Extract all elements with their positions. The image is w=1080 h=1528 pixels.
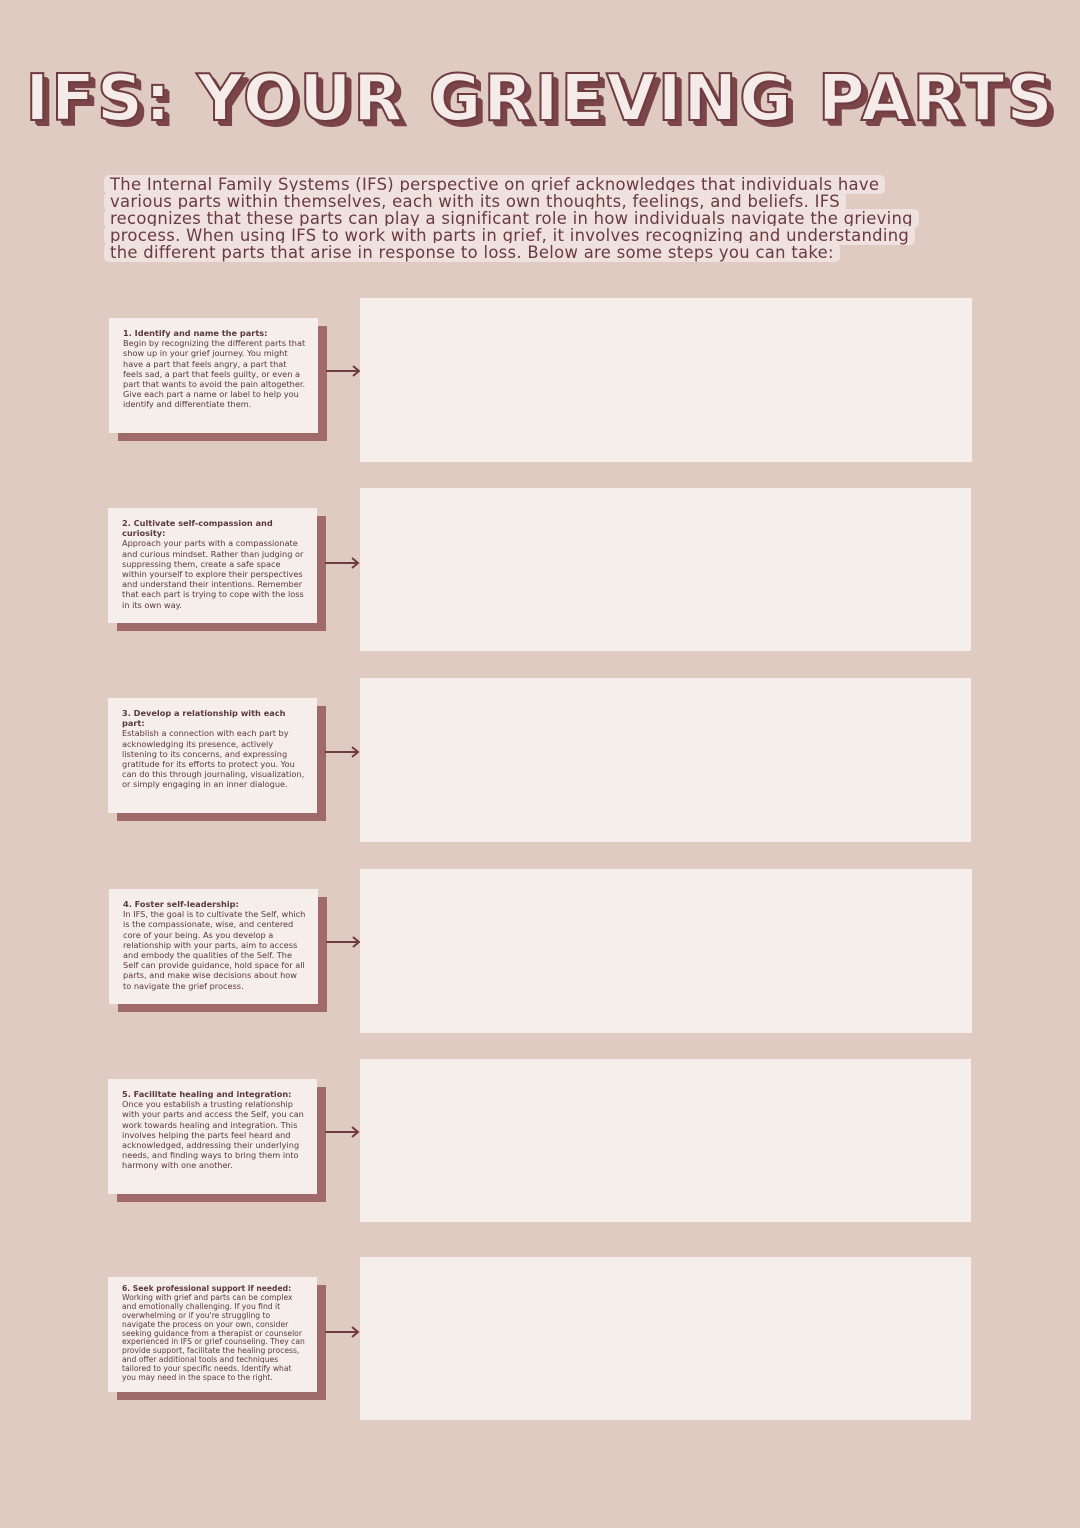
step-card <box>109 889 318 1004</box>
step-body: In IFS, the goal is to cultivate the Self, which is the compassionate, wise, and centered core of your being. As you develop a relationship with your parts, aim to access and embody the qualities of the Self. The Self can provide guidance, hold space for all parts, and make wise decisions about how to navigate the grief process. <box>123 909 306 991</box>
step-heading: 5. Facilitate healing and integration: <box>122 1089 292 1099</box>
arrow-right-icon <box>325 1326 361 1338</box>
arrow-right-icon <box>325 746 361 758</box>
arrow-right-icon <box>325 1126 361 1138</box>
arrow-right-icon <box>325 557 361 569</box>
answer-box[interactable] <box>360 678 971 842</box>
step-body: Begin by recognizing the different parts that show up in your grief journey. You might have a part that feels angry, a part that feels sad, a part that feels guilty, or even a part that wants to avoid the pain altogether. Give each part a name or label to help you identify and differentiate them. <box>123 338 306 410</box>
answer-box[interactable] <box>360 298 972 462</box>
arrow-right-icon <box>326 365 362 377</box>
step-heading: 6. Seek professional support if needed: <box>122 1284 292 1293</box>
step-heading: 4. Foster self-leadership: <box>123 899 239 909</box>
step-heading: 1. Identify and name the parts: <box>123 328 268 338</box>
step-body: Working with grief and parts can be complex and emotionally challenging. If you find it overwhelming or if you're struggling to navigate the process on your own, consider seeking guidance from a therapist or counselor experienced in IFS or grief counseling. They can provide support, facilitate the healing process, and offer additional tools and techniques tailored to your specific needs. Identify what you may need in the space to the right. <box>122 1292 305 1383</box>
intro-paragraph <box>104 176 934 261</box>
step-card <box>108 698 317 813</box>
step-heading: 3. Develop a relationship with each part: <box>122 708 286 729</box>
step-body: Approach your parts with a compassionate and curious mindset. Rather than judging or suppressing them, create a safe space within yourself to explore their perspectives and understand their intentions. Remember that each part is trying to cope with the loss in its own way. <box>122 538 304 610</box>
arrow-right-icon <box>326 936 362 948</box>
answer-box[interactable] <box>360 1059 971 1222</box>
intro-text: The Internal Family Systems (IFS) perspective on grief acknowledges that individuals have various parts within themselves, each with its own thoughts, feelings, and beliefs. IFS recognizes that these parts can play a significant role in how individuals navigate the grieving process. When using IFS to work with parts in grief, it involves recognizing and understanding the different parts that arise in response to loss. Below are some steps you can take: <box>104 175 919 262</box>
step-card <box>108 508 317 623</box>
step-body: Establish a connection with each part by acknowledging its presence, actively listening to its concerns, and expressing gratitude for its efforts to protect you. You can do this through journaling, visualization, or simply engaging in an inner dialogue. <box>122 728 305 790</box>
step-card <box>108 1277 317 1392</box>
step-card <box>108 1079 317 1194</box>
page-title: IFS: YOUR GRIEVING PARTS <box>25 62 1055 136</box>
answer-box[interactable] <box>360 869 972 1033</box>
answer-box[interactable] <box>360 488 971 651</box>
step-body: Once you establish a trusting relationship with your parts and access the Self, you can work towards healing and integration. This involves helping the parts feel heard and acknowledged, addressing their underlying needs, and finding ways to bring them into harmony with one another. <box>122 1099 304 1171</box>
step-card <box>109 318 318 433</box>
answer-box[interactable] <box>360 1257 971 1420</box>
step-heading: 2. Cultivate self-compassion and curiosity: <box>122 518 273 539</box>
